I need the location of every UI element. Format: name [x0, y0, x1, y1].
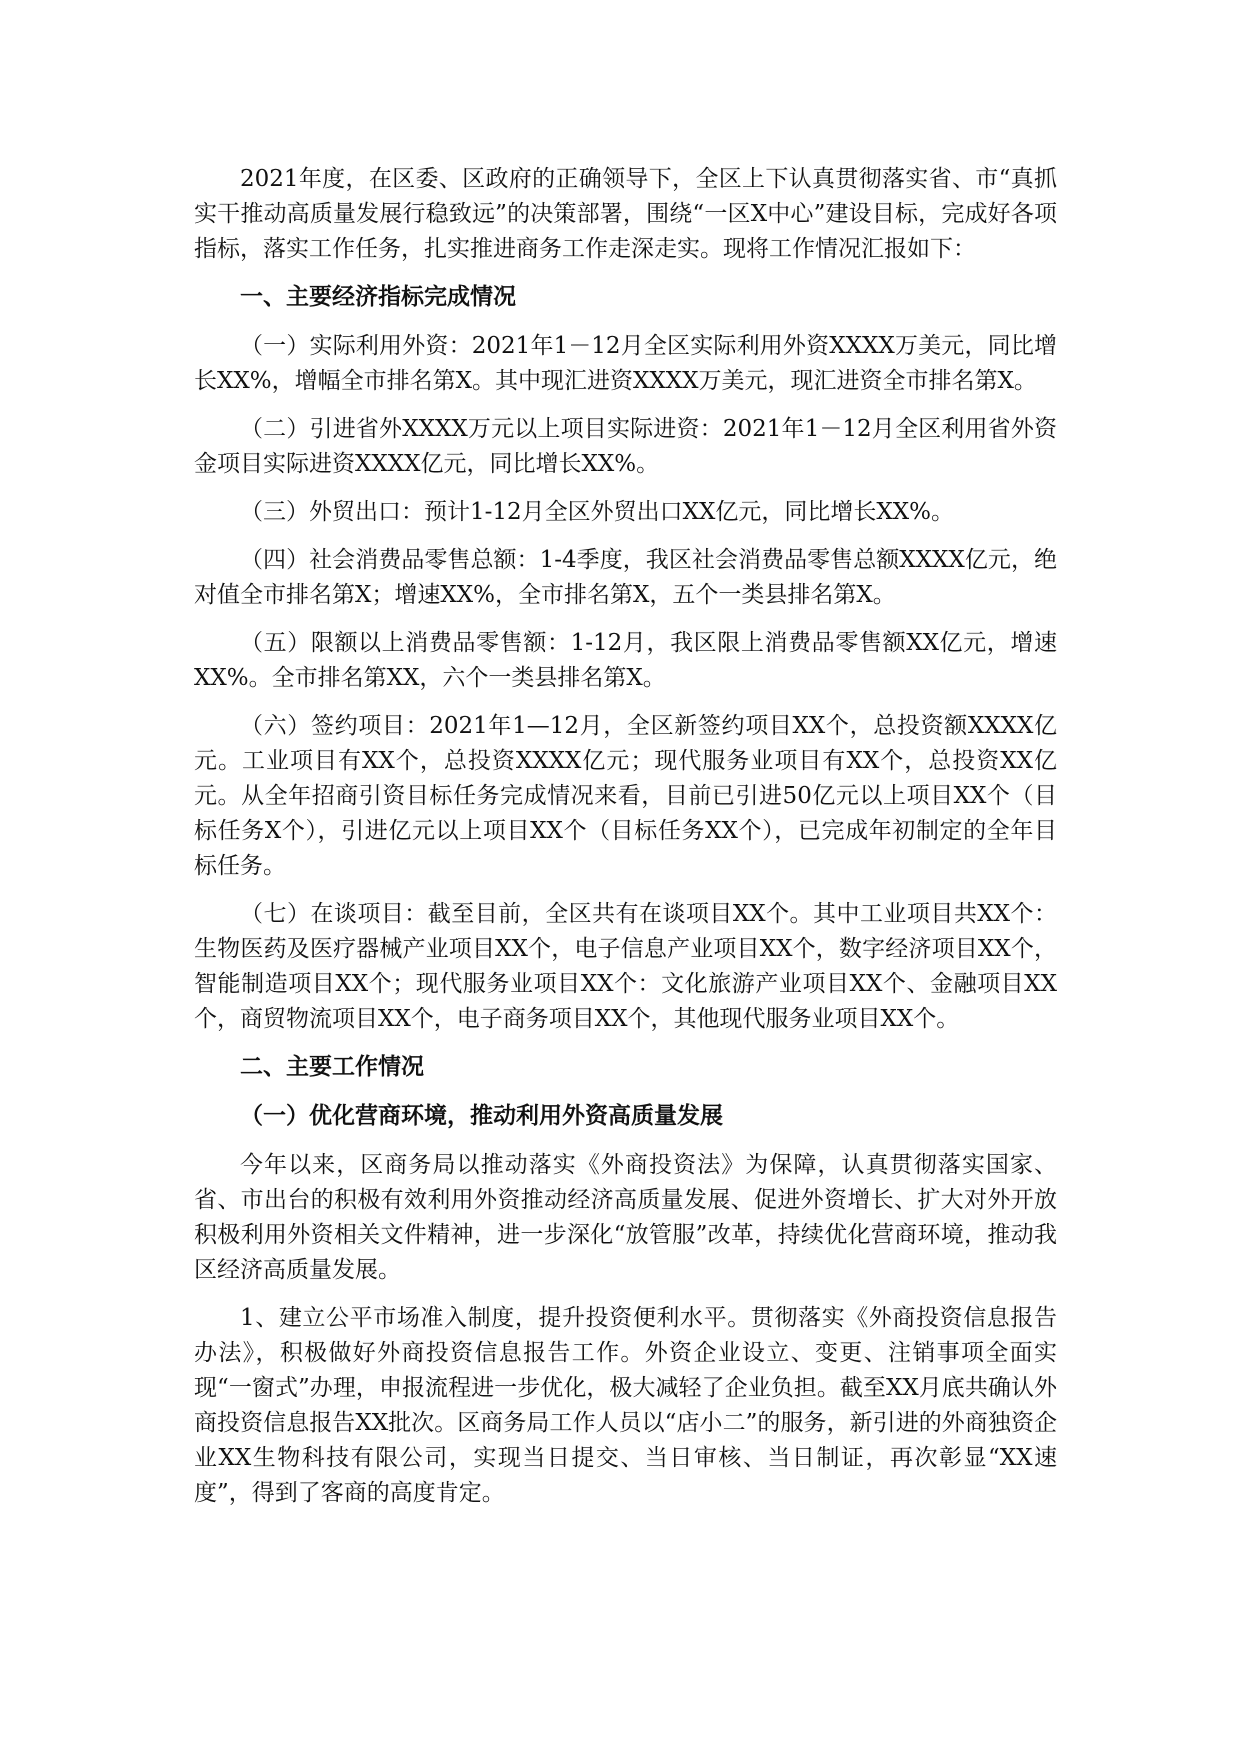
- paragraph-foreign-trade-export: （三）外贸出口：预计1-12月全区外贸出口XX亿元，同比增长XX%。: [240, 499, 955, 525]
- paragraph-negotiating-projects: （七）在谈项目：截至目前，全区共有在谈项目XX个。其中工业项目共XX个：生物医药及医疗器械产业项目XX个，电子信息产业项目XX个，数字经济项目XX个，智能制造项目XX个；现代服务业项目XX个：文化旅游产业项目XX个、金融项目XX个，商贸物流项目XX个，电子商务项目XX个，其他现代服务业项目XX个。: [194, 901, 1057, 1032]
- subsection-heading-business-environment: （一）优化营商环境，推动利用外资高质量发展: [240, 1103, 723, 1129]
- paragraph-out-of-province-projects: （二）引进省外XXXX万元以上项目实际进资：2021年1－12月全区利用省外资金项目实际进资XXXX亿元，同比增长XX%。: [194, 416, 1057, 477]
- paragraph-above-quota-retail: （五）限额以上消费品零售额：1-12月，我区限上消费品零售额XX亿元，增速XX%。全市排名第XX，六个一类县排名第X。: [194, 630, 1057, 691]
- paragraph-foreign-investment: （一）实际利用外资：2021年1－12月全区实际利用外资XXXX万美元，同比增长XX%，增幅全市排名第X。其中现汇进资XXXX万美元，现汇进资全市排名第X。: [194, 333, 1057, 394]
- section-heading-main-work: 二、主要工作情况: [240, 1054, 424, 1080]
- paragraph-retail-sales-total: （四）社会消费品零售总额：1-4季度，我区社会消费品零售总额XXXX亿元，绝对值全市排名第X；增速XX%，全市排名第X，五个一类县排名第X。: [194, 547, 1057, 608]
- intro-paragraph: 2021年度，在区委、区政府的正确领导下，全区上下认真贯彻落实省、市“真抓实干推动高质量发展行稳致远”的决策部署，围绕“一区X中心”建设目标，完成好各项指标，落实工作任务，扎实推进商务工作走深走实。现将工作情况汇报如下：: [194, 166, 1057, 262]
- paragraph-business-environment-intro: 今年以来，区商务局以推动落实《外商投资法》为保障，认真贯彻落实国家、省、市出台的积极有效利用外资推动经济高质量发展、促进外资增长、扩大对外开放积极利用外资相关文件精神，进一步深化“放管服”改革，持续优化营商环境，推动我区经济高质量发展。: [194, 1152, 1057, 1283]
- section-heading-economic-indicators: 一、主要经济指标完成情况: [240, 284, 516, 310]
- paragraph-signed-projects: （六）签约项目：2021年1—12月，全区新签约项目XX个，总投资额XXXX亿元。工业项目有XX个，总投资XXXX亿元；现代服务业项目有XX个，总投资XX亿元。从全年招商引资目标任务完成情况来看，目前已引进50亿元以上项目XX个（目标任务X个），引进亿元以上项目XX个（目标任务XX个），已完成年初制定的全年目标任务。: [194, 713, 1057, 879]
- paragraph-market-access: 1、建立公平市场准入制度，提升投资便利水平。贯彻落实《外商投资信息报告办法》，积极做好外商投资信息报告工作。外资企业设立、变更、注销事项全面实现“一窗式”办理，申报流程进一步优化，极大减轻了企业负担。截至XX月底共确认外商投资信息报告XX批次。区商务局工作人员以“店小二”的服务，新引进的外商独资企业XX生物科技有限公司，实现当日提交、当日审核、当日制证，再次彰显“XX速度”，得到了客商的高度肯定。: [194, 1305, 1057, 1506]
